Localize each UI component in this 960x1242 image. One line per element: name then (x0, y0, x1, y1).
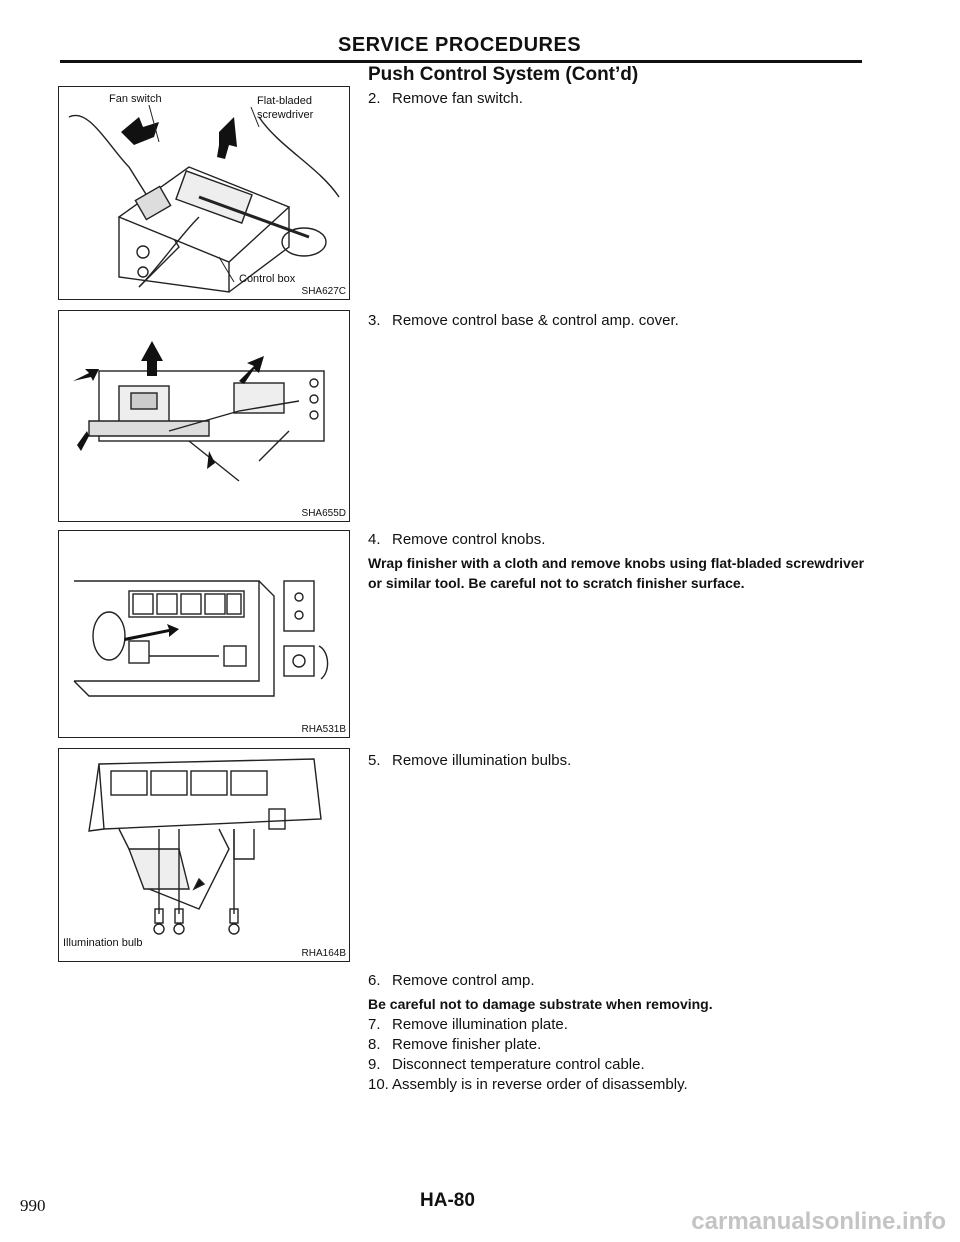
fan-switch-label: Fan switch (109, 93, 162, 105)
amp-caution-note: Be careful not to damage substrate when removing. (368, 996, 713, 1012)
figure-code: RHA164B (301, 948, 346, 959)
flat-bladed-label: Flat-bladed (257, 95, 313, 107)
figure-control-knobs (58, 530, 350, 738)
section-title: Push Control System (Cont’d) (368, 64, 639, 85)
step-4 (368, 531, 545, 548)
figure-illumination-bulbs (58, 748, 350, 962)
step-number: 6. (368, 972, 381, 989)
step-number: 4. (368, 531, 381, 548)
step-number: 10. (368, 1076, 389, 1093)
illumination-bulb-label: Illumination bulb (63, 937, 143, 949)
step-number: 3. (368, 312, 381, 329)
figure-code: SHA655D (301, 508, 346, 519)
figure-fan-switch (58, 86, 350, 300)
step-text: Remove illumination plate. (392, 1016, 568, 1033)
control-base-illustration (59, 311, 349, 521)
step-text: Remove finisher plate. (392, 1036, 542, 1053)
step-3 (368, 312, 679, 329)
step-text: Remove illumination bulbs. (392, 752, 572, 769)
figure-code: SHA627C (301, 286, 346, 297)
control-knobs-illustration (59, 531, 349, 737)
page-number: 990 (20, 1196, 46, 1215)
step-text: Remove control amp. (392, 972, 535, 989)
figure-control-base (58, 310, 350, 522)
step-8 (368, 1036, 541, 1053)
page-header-title: SERVICE PROCEDURES (338, 34, 582, 56)
screwdriver-label: screwdriver (257, 109, 314, 121)
knobs-caution-note: Wrap finisher with a cloth and remove knobs using flat-bladed screwdriver or similar tool. Be careful not to scratch finisher surface. (368, 555, 865, 591)
step-text: Disconnect temperature control cable. (392, 1056, 645, 1073)
step-number: 8. (368, 1036, 381, 1053)
step-2 (368, 90, 523, 107)
step-10 (368, 1076, 688, 1093)
illumination-bulbs-illustration (59, 749, 349, 961)
step-number: 2. (368, 90, 381, 107)
step-text: Remove fan switch. (392, 90, 523, 107)
step-number: 5. (368, 752, 381, 769)
step-6 (368, 972, 535, 989)
step-text: Remove control knobs. (392, 531, 546, 548)
step-9 (368, 1056, 645, 1073)
page-code: HA-80 (420, 1190, 475, 1211)
step-7 (368, 1016, 568, 1033)
control-box-label: Control box (239, 273, 296, 285)
step-text: Remove control base & control amp. cover. (392, 312, 679, 329)
step-text: Assembly is in reverse order of disassembly. (392, 1076, 688, 1093)
step-5 (368, 752, 571, 769)
watermark[interactable]: carmanualsonline.info (691, 1208, 946, 1235)
step-number: 7. (368, 1016, 381, 1033)
header-rule (60, 60, 862, 63)
figure-code: RHA531B (301, 724, 346, 735)
step-number: 9. (368, 1056, 381, 1073)
